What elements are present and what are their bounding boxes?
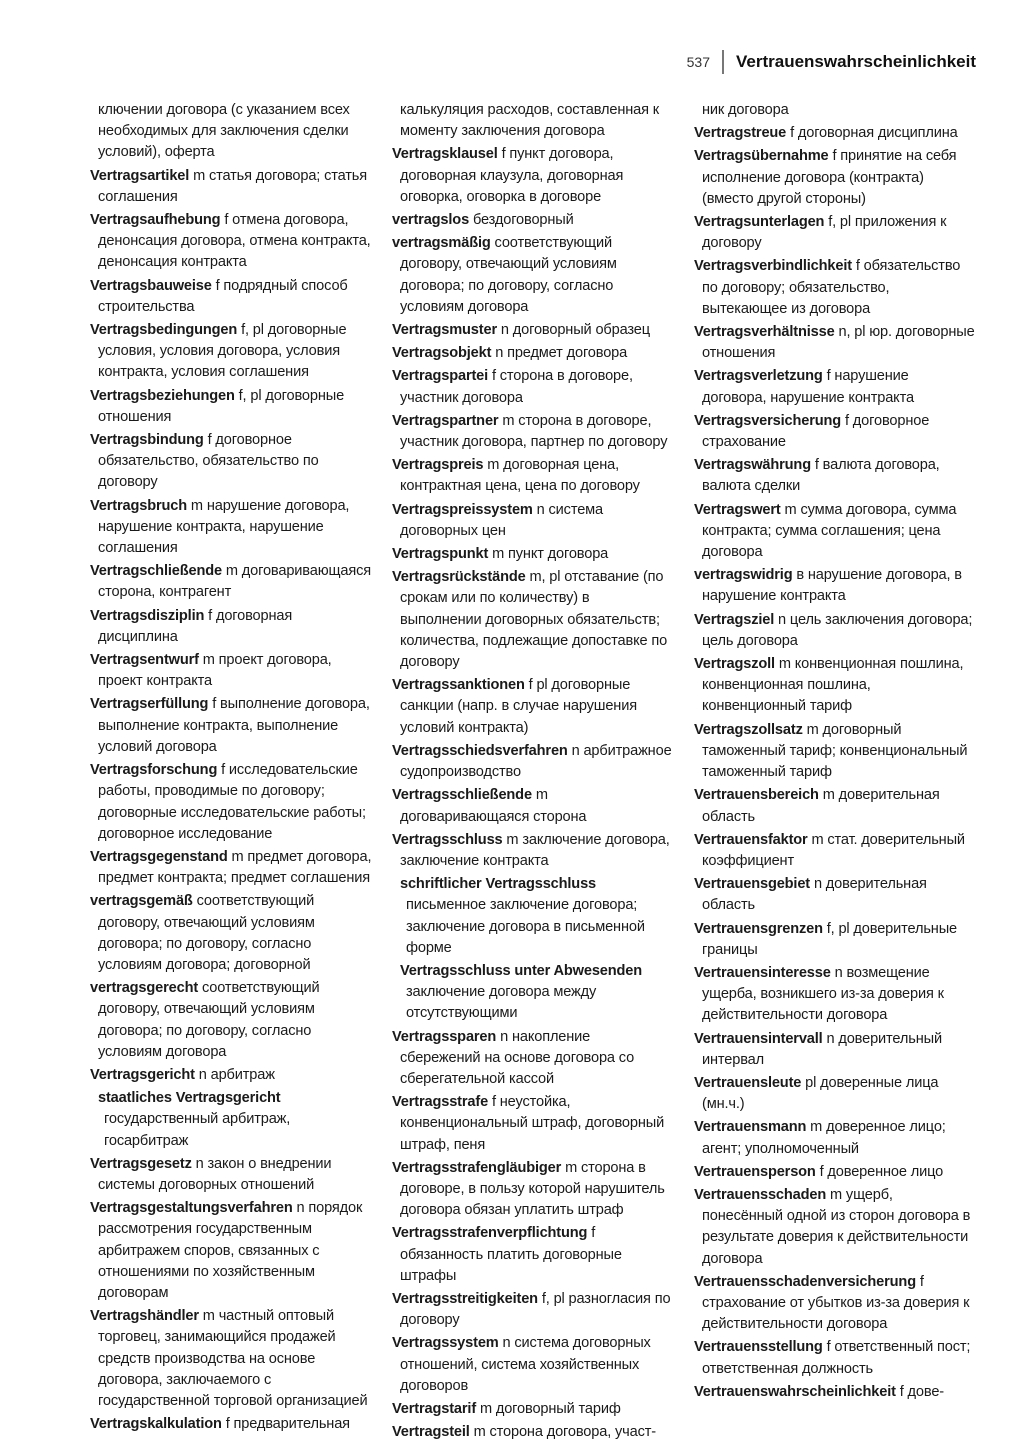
entry-translation: f, pl приложения к договору [702,214,947,252]
entry-translation: n система договорных отношений, система хозяйственных договоров [400,1335,651,1394]
dictionary-entry [392,1027,674,1091]
entry-headword: Vertragsgegenstand [90,848,228,865]
entry-translation: f подрядный способ строительства [98,277,348,315]
entry-translation: m статья договора; статья соглашения [98,167,367,205]
dictionary-entry [694,123,976,144]
entry-headword: Vertragsgericht [90,1066,195,1083]
dictionary-entry [392,1223,674,1287]
dictionary-entry [694,1337,976,1379]
entry-translation: f страхование от убытков из-за доверия к действительности договора [702,1273,970,1333]
entry-headword: Vertragsaufhebung [90,212,221,229]
entry-translation: m доверенное лицо; агент; уполномоченный [702,1119,946,1157]
entry-translation: заключение договора между отсутствующими [406,984,597,1022]
entry-headword: vertragswidrig [694,567,793,584]
entry-translation: f нарушение договора, нарушение контракта [702,368,914,406]
entry-headword: staatliches Vertragsgericht [98,1090,281,1107]
entry-translation: n арбитражное судопроизводство [400,742,672,781]
entry-translation: f ответственный пост; ответственная должность [702,1339,971,1377]
dictionary-entry [90,650,372,692]
dictionary-entry [90,100,372,164]
entry-headword: Vertragsbeziehungen [90,387,235,404]
entry-translation: m договорный таможенный тариф; конвенциональный таможенный тариф [702,721,968,781]
entry-headword: Vertrauensschaden [694,1186,827,1203]
entry-translation: m сторона в договоре, в пользу которой нарушитель договора обязан уплатить штраф [400,1159,665,1219]
column-2 [392,100,674,1445]
entry-headword: Vertragsteil [392,1424,470,1441]
dictionary-entry [392,1422,674,1443]
entry-translation: f дове- [899,1383,944,1400]
dictionary-entry [392,1289,674,1331]
entry-translation: ник договора [702,102,789,118]
entry-translation: m заключение договора, заключение контракта [400,831,670,869]
dictionary-columns [90,100,976,1441]
dictionary-entry [694,1162,976,1183]
dictionary-entry [694,100,976,121]
entry-translation: n арбитраж [198,1066,275,1083]
dictionary-entry [694,455,976,497]
dictionary-entry [392,961,674,1025]
entry-translation: m стат. доверительный коэффициент [702,831,965,869]
entry-translation: m договорная цена, контрактная цена, цена по договору [400,457,640,495]
entry-translation: f неустойка, конвенциональный штраф, договорный штраф, пеня [400,1094,665,1153]
dictionary-entry [694,830,976,872]
entry-translation: n доверительная область [702,876,927,914]
dictionary-entry [694,1185,976,1270]
dictionary-entry [694,500,976,564]
entry-headword: Vertragssystem [392,1335,499,1352]
dictionary-entry [694,1117,976,1159]
entry-headword: Vertragsrückstände [392,569,526,586]
entry-translation: f договорная дисциплина [790,125,958,142]
page-header [687,50,976,74]
entry-translation: m частный оптовый торговец, занимающийся продажей средств производства на основе договора, заключаемого с государственной торговой организацией [98,1308,368,1409]
dictionary-entry [392,343,674,364]
entry-translation: m нарушение договора, нарушение контракта, нарушение соглашения [98,497,350,557]
entry-translation: n, pl юр. договорные отношения [702,324,975,362]
entry-translation: m проект договора, проект контракта [98,652,332,690]
dictionary-entry [90,166,372,208]
dictionary-entry [694,1382,976,1403]
entry-headword: Vertragspreis [392,457,484,474]
entry-headword: Vertragsstrafenverpflichtung [392,1225,588,1242]
entry-translation: f обязательство по договору; обязательство, вытекающее из договора [702,258,961,317]
running-title: Vertrauenswahrscheinlichkeit [736,52,976,71]
dictionary-entry [392,320,674,341]
entry-translation: f доверенное лицо [819,1163,944,1180]
dictionary-entry [694,411,976,453]
entry-translation: соответствующий договору, отвечающий условиям договора; по договору, согласно условиям договора [98,980,320,1060]
dictionary-entry [694,1073,976,1115]
entry-headword: Vertragsverbindlichkeit [694,258,852,275]
dictionary-entry [694,565,976,607]
entry-translation: f исследовательские работы, проводимые по договору; договорные исследовательские работы; договорное исследование [98,762,366,842]
entry-translation: m договаривающаяся сторона, контрагент [98,563,371,601]
entry-translation: f договорное страхование [702,412,930,451]
entry-headword: Vertragstarif [392,1400,477,1417]
column-3 [694,100,976,1445]
dictionary-entry [694,322,976,364]
entry-headword: Vertrauensgrenzen [694,920,823,937]
entry-translation: f pl договорные санкции (напр. в случае нарушения условий контракта) [400,677,637,736]
entry-headword: Vertragswert [694,501,781,518]
dictionary-entry [90,276,372,318]
entry-translation: f, pl доверительные границы [702,920,958,958]
dictionary-entry [694,1272,976,1336]
entry-headword: Vertragstreue [694,125,787,142]
entry-translation: f выполнение договора, выполнение контракта, выполнение условий договора [98,696,370,755]
entry-translation: m сумма договора, сумма контракта; сумма соглашения; цена договора [702,501,957,561]
entry-translation: m предмет договора, предмет контракта; предмет соглашения [98,848,372,887]
dictionary-entry [694,654,976,718]
dictionary-entry [392,874,674,959]
dictionary-entry [90,561,372,603]
entry-translation: государственный арбитраж, госарбитраж [104,1111,291,1149]
entry-headword: Vertragssparen [392,1028,497,1045]
dictionary-entry [90,320,372,384]
entry-headword: Vertragsübernahme [694,148,829,165]
entry-headword: Vertrauensstellung [694,1339,823,1356]
entry-headword: Vertragsschluss unter Abwesenden [400,962,643,979]
entry-headword: Vertragsschluss [392,831,503,848]
entry-translation: m сторона в договоре, участник договора, партнер по договору [400,412,668,451]
entry-translation: m пункт договора [492,546,609,563]
entry-headword: Vertragsbauweise [90,277,212,294]
header-divider [722,50,724,74]
dictionary-entry [392,210,674,231]
dictionary-entry [90,1306,372,1412]
dictionary-entry [392,675,674,739]
entry-headword: vertragslos [392,212,470,229]
dictionary-entry [392,1092,674,1156]
dictionary-entry [90,210,372,274]
entry-headword: Vertragsunterlagen [694,214,825,231]
entry-headword: Vertragszollsatz [694,721,803,738]
entry-translation: n система договорных цен [400,501,604,539]
dictionary-entry [694,146,976,210]
entry-headword: Vertragsbruch [90,497,187,514]
dictionary-entry [392,1399,674,1420]
entry-translation: f пункт договора, договорная клаузула, договорная оговорка, оговорка в договоре [400,146,624,205]
entry-headword: Vertragsgestaltungsverfahren [90,1200,293,1217]
entry-translation: n доверительный интервал [702,1030,942,1068]
entry-headword: Vertragsstrafe [392,1094,489,1111]
entry-headword: Vertragsforschung [90,762,218,779]
page-number: 537 [686,54,710,70]
entry-translation: f отмена договора, денонсация договора, отмена контракта, денонсация контракта [98,212,371,271]
dictionary-entry [90,978,372,1063]
entry-headword: Vertrauensintervall [694,1030,823,1047]
dictionary-entry [392,544,674,565]
entry-translation: f обязанность платить договорные штрафы [400,1225,622,1284]
entry-translation: m доверительная область [702,787,940,825]
dictionary-entry [392,1158,674,1222]
dictionary-entry [392,830,674,872]
entry-translation: f, pl разногласия по договору [400,1290,671,1329]
entry-headword: Vertragswährung [694,457,811,474]
dictionary-entry [90,847,372,889]
entry-headword: vertragsgemäß [90,893,193,910]
dictionary-entry [90,891,372,976]
entry-headword: Vertragsbedingungen [90,322,238,339]
dictionary-entry [694,1029,976,1071]
dictionary-entry [90,760,372,845]
entry-headword: Vertragserfüllung [90,696,209,713]
entry-translation: m ущерб, понесённый одной из сторон договора в результате доверия к действительности договора [702,1186,971,1267]
dictionary-entry [392,1333,674,1397]
dictionary-entry [90,606,372,648]
entry-translation: калькуляция расходов, составленная к моменту заключения договора [400,102,660,140]
entry-translation: ключении договора (с указанием всех необходимых для заключения сделки условий), оферта [98,102,350,161]
entry-translation: m сторона договора, участ- [473,1424,656,1441]
entry-headword: Vertragspunkt [392,546,489,563]
entry-headword: Vertragschließende [90,563,222,580]
dictionary-entry [392,366,674,408]
entry-headword: Vertragsstreitigkeiten [392,1290,538,1307]
entry-headword: Vertrauensmann [694,1119,807,1136]
dictionary-entry [392,567,674,673]
entry-headword: Vertragszoll [694,656,775,673]
entry-translation: n договорный образец [500,322,650,339]
dictionary-entry [694,963,976,1027]
entry-headword: Vertragspartei [392,368,489,385]
entry-translation: f предварительная [225,1416,350,1433]
entry-translation: m договаривающаяся сторона [400,787,587,825]
dictionary-entry [392,411,674,453]
dictionary-entry [90,694,372,758]
entry-headword: Vertragsschiedsverfahren [392,742,568,759]
entry-headword: Vertragsentwurf [90,652,199,669]
entry-headword: Vertrauenswahrscheinlichkeit [694,1383,896,1400]
dictionary-entry [694,212,976,254]
entry-headword: Vertragspartner [392,412,499,429]
entry-translation: f договорная дисциплина [98,607,293,645]
entry-headword: Vertrauensgebiet [694,876,811,893]
entry-headword: Vertragsstrafengläubiger [392,1159,562,1176]
entry-headword: Vertragsverletzung [694,368,823,385]
entry-translation: m конвенционная пошлина, конвенционная пошлина, конвенционный тариф [702,656,964,715]
entry-translation: n закон о внедрении системы договорных отношений [98,1155,332,1193]
entry-headword: Vertragsschließende [392,787,532,804]
entry-translation: f валюта договора, валюта сделки [702,457,940,495]
entry-headword: schriftlicher Vertragsschluss [400,876,597,893]
dictionary-entry [694,720,976,784]
dictionary-entry [392,455,674,497]
dictionary-entry [392,741,674,783]
entry-headword: vertragsgerecht [90,980,199,997]
dictionary-entry [694,610,976,652]
entry-headword: Vertrauensperson [694,1163,816,1180]
entry-translation: n возмещение ущерба, возникшего из-за доверия к действительности договора [702,964,944,1024]
entry-translation: f договорное обязательство, обязательство по договору [98,432,319,491]
entry-translation: n предмет договора [495,345,628,362]
entry-headword: Vertragspreissystem [392,501,533,518]
entry-translation: соответствующий договору, отвечающий условиям договора; по договору, согласно условиям договора; договорной [98,893,315,973]
entry-translation: n накопление сбережений на основе договора со сберегательной кассой [400,1028,635,1087]
entry-headword: Vertragsartikel [90,167,190,184]
entry-translation: бездоговорный [472,212,574,229]
dictionary-entry [392,100,674,142]
dictionary-entry [392,500,674,542]
entry-headword: Vertrauensleute [694,1074,802,1091]
entry-headword: vertragsmäßig [392,235,491,252]
dictionary-entry [90,1414,372,1435]
dictionary-entry [90,1154,372,1196]
entry-translation: n цель заключения договора; цель договора [702,611,973,649]
dictionary-entry [694,874,976,916]
dictionary-entry [694,366,976,408]
entry-translation: m, pl отставание (по срокам или по количеству) в выполнении договорных обязательств; количества, подлежащие допоставке по договору [400,569,668,671]
dictionary-entry [90,386,372,428]
entry-headword: Vertrauensfaktor [694,831,808,848]
dictionary-entry [90,496,372,560]
entry-headword: Vertragsgesetz [90,1155,192,1172]
entry-headword: Vertragsbindung [90,432,204,449]
entry-headword: Vertragshändler [90,1308,199,1325]
entry-translation: в нарушение договора, в нарушение контракта [702,567,962,605]
dictionary-entry [90,430,372,494]
entry-translation: f принятие на себя исполнение договора (контракта) (вместо другой стороны) [702,148,957,207]
dictionary-entry [90,1065,372,1086]
dictionary-entry [694,256,976,320]
entry-headword: Vertragssanktionen [392,677,525,694]
dictionary-entry [694,785,976,827]
dictionary-entry [694,919,976,961]
dictionary-entry [392,233,674,318]
entry-translation: f, pl договорные условия, условия договора, условия контракта, условия соглашения [98,322,347,381]
entry-headword: Vertragsziel [694,611,775,628]
entry-translation: соответствующий договору, отвечающий условиям договора; по договору, согласно условиям договора [400,235,617,315]
entry-headword: Vertragsklausel [392,146,498,163]
entry-translation: f, pl договорные отношения [98,387,345,425]
entry-headword: Vertragsobjekt [392,345,492,362]
entry-headword: Vertragsversicherung [694,412,842,429]
entry-translation: n порядок рассмотрения государственным арбитражем споров, связанных с отношениями по хозяйственным договорам [98,1200,363,1301]
entry-headword: Vertrauensbereich [694,787,819,804]
entry-headword: Vertrauensschadenversicherung [694,1273,916,1290]
entry-headword: Vertragsmuster [392,322,497,339]
entry-headword: Vertrauensinteresse [694,964,831,981]
entry-headword: Vertragsdisziplin [90,607,205,624]
dictionary-entry [90,1198,372,1304]
dictionary-entry [392,144,674,208]
entry-translation: pl доверенные лица (мн.ч.) [702,1074,939,1113]
column-1 [90,100,372,1445]
entry-translation: f сторона в договоре, участник договора [400,368,633,406]
entry-translation: письменное заключение договора; заключение договора в письменной форме [406,897,645,956]
dictionary-entry [392,785,674,827]
entry-headword: Vertragskalkulation [90,1416,222,1433]
dictionary-entry [90,1088,372,1152]
entry-headword: Vertragsverhältnisse [694,324,835,341]
entry-translation: m договорный тариф [479,1400,621,1417]
